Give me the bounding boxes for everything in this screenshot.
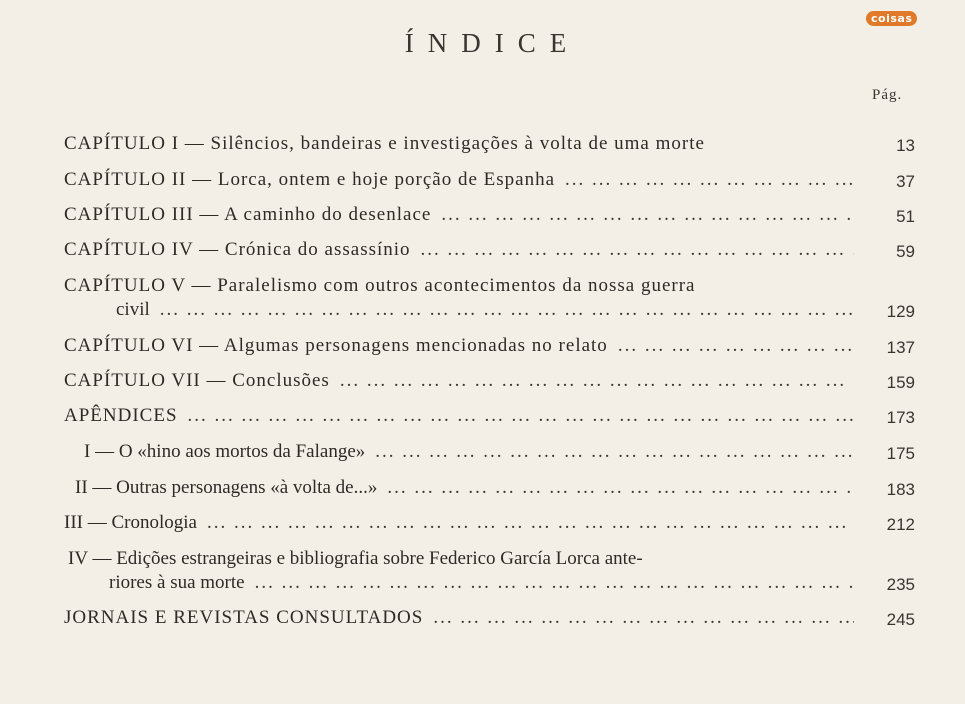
- toc-entry-label: CAPÍTULO II — Lorca, ontem e hoje porção de Espanha: [64, 169, 556, 190]
- dot-leader: [207, 511, 854, 535]
- toc-entry-page: 129: [886, 302, 915, 321]
- toc-entry-page: 175: [886, 444, 915, 463]
- toc-entry-label: JORNAIS E REVISTAS CONSULTADOS: [64, 607, 424, 628]
- toc-entry-label: IV — Edições estrangeiras e bibliografia sobre Federico García Lorca ante-: [68, 548, 643, 569]
- toc-entry-label: APÊNDICES: [64, 405, 178, 426]
- dot-leader: [160, 298, 854, 322]
- toc-entry-label: CAPÍTULO IV — Crónica do assassínio: [64, 239, 411, 260]
- toc-entry-page: 59: [896, 242, 915, 261]
- toc-entry-apendice-4[interactable]: [68, 547, 915, 595]
- toc-entry-page: 137: [886, 338, 915, 357]
- toc-entry-page: 37: [896, 172, 915, 191]
- toc-entry-label: III — Cronologia: [64, 512, 197, 533]
- toc-entry-capitulo-6[interactable]: [64, 334, 915, 358]
- toc-entry-page: 159: [886, 373, 915, 392]
- toc-entry-capitulo-2[interactable]: [64, 168, 915, 192]
- dot-leader: [387, 476, 854, 500]
- toc-entry-capitulo-5[interactable]: [64, 274, 915, 322]
- dot-leader: [618, 334, 854, 358]
- toc-entry-apendice-1[interactable]: [84, 440, 915, 464]
- toc-entry-label: II — Outras personagens «à volta de...»: [75, 477, 378, 498]
- toc-entry-label: CAPÍTULO V — Paralelismo com outros acontecimentos da nossa guerra: [64, 275, 696, 296]
- toc-entry-label: CAPÍTULO VII — Conclusões: [64, 370, 330, 391]
- toc-entry-label-continuation: civil: [116, 299, 150, 320]
- toc-entry-label: CAPÍTULO III — A caminho do desenlace: [64, 204, 432, 225]
- watermark-logo: coisas: [866, 11, 917, 26]
- toc-entry-page: 13: [896, 136, 915, 155]
- toc-entry-capitulo-1[interactable]: [64, 132, 915, 156]
- dot-leader: [421, 238, 854, 262]
- toc-entry-page: 245: [886, 610, 915, 629]
- toc-entry-apendice-2[interactable]: [75, 476, 915, 500]
- dot-leader: [340, 369, 854, 393]
- dot-leader: [441, 203, 854, 227]
- dot-leader: [565, 168, 854, 192]
- toc-entry-apendices[interactable]: [64, 404, 915, 428]
- toc-entry-page: 235: [886, 575, 915, 594]
- dot-leader: [255, 571, 854, 595]
- toc-entry-capitulo-4[interactable]: [64, 238, 915, 262]
- toc-entry-page: 212: [886, 515, 915, 534]
- toc-entry-jornais[interactable]: [64, 606, 915, 630]
- toc-entry-apendice-3[interactable]: [64, 511, 915, 535]
- page-column-header: Pág.: [872, 87, 903, 103]
- toc-entry-page: 173: [886, 408, 915, 427]
- dot-leader: [188, 404, 854, 428]
- toc-entry-label: I — O «hino aos mortos da Falange»: [84, 441, 366, 462]
- toc-entry-capitulo-3[interactable]: [64, 203, 915, 227]
- toc-entry-capitulo-7[interactable]: [64, 369, 915, 393]
- toc-entry-label-continuation: riores à sua morte: [109, 572, 245, 593]
- toc-entry-label: CAPÍTULO I — Silêncios, bandeiras e investigações à volta de uma morte: [64, 133, 705, 154]
- dot-leader: [375, 440, 854, 464]
- toc-entry-page: 51: [896, 207, 915, 226]
- toc-entry-page: 183: [886, 480, 915, 499]
- dot-leader: [433, 606, 854, 630]
- toc-entry-label: CAPÍTULO VI — Algumas personagens mencionadas no relato: [64, 335, 608, 356]
- page-title: ÍNDICE: [404, 28, 581, 58]
